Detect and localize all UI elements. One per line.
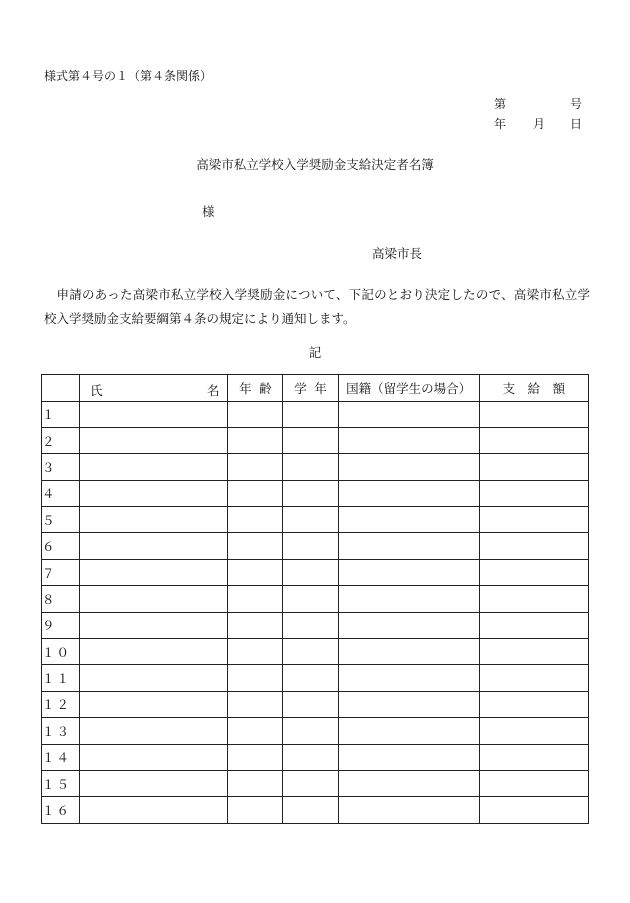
amount-cell[interactable]	[479, 797, 588, 823]
row-number: ８	[42, 586, 80, 612]
amount-cell[interactable]	[479, 559, 588, 585]
row-number: １０	[42, 639, 80, 665]
nationality-cell[interactable]	[338, 401, 479, 427]
date-year: 年	[494, 117, 507, 131]
amount-cell[interactable]	[479, 533, 588, 559]
age-cell[interactable]	[228, 480, 283, 506]
row-number: １２	[42, 691, 80, 717]
age-cell[interactable]	[228, 454, 283, 480]
number-prefix: 第	[494, 97, 507, 111]
age-cell[interactable]	[228, 533, 283, 559]
table-body	[42, 401, 589, 823]
grade-cell[interactable]	[283, 533, 338, 559]
name-cell[interactable]	[80, 427, 228, 453]
name-cell[interactable]	[80, 770, 228, 796]
grade-cell[interactable]	[283, 480, 338, 506]
header-nationality: 国籍（留学生の場合）	[338, 375, 479, 402]
table-row	[42, 744, 589, 770]
name-cell[interactable]	[80, 718, 228, 744]
recipient-table	[41, 374, 589, 824]
table-row	[42, 559, 589, 585]
name-cell[interactable]	[80, 639, 228, 665]
grade-cell[interactable]	[283, 797, 338, 823]
name-cell[interactable]	[80, 401, 228, 427]
nationality-cell[interactable]	[338, 665, 479, 691]
number-suffix: 号	[570, 97, 583, 111]
table-row	[42, 665, 589, 691]
row-number: ５	[42, 507, 80, 533]
grade-cell[interactable]	[283, 665, 338, 691]
amount-cell[interactable]	[479, 401, 588, 427]
age-cell[interactable]	[228, 744, 283, 770]
name-cell[interactable]	[80, 533, 228, 559]
name-cell[interactable]	[80, 586, 228, 612]
table-row	[42, 507, 589, 533]
row-number: ４	[42, 480, 80, 506]
age-cell[interactable]	[228, 797, 283, 823]
table-header-row	[42, 375, 589, 402]
amount-cell[interactable]	[479, 454, 588, 480]
nationality-cell[interactable]	[338, 507, 479, 533]
header-age: 年齢	[228, 375, 283, 402]
age-cell[interactable]	[228, 612, 283, 638]
amount-cell[interactable]	[479, 612, 588, 638]
name-cell[interactable]	[80, 691, 228, 717]
header-grade: 学年	[283, 375, 338, 402]
row-number: １	[42, 401, 80, 427]
name-cell[interactable]	[80, 480, 228, 506]
amount-cell[interactable]	[479, 691, 588, 717]
grade-cell[interactable]	[283, 770, 338, 796]
table-row	[42, 586, 589, 612]
table-row	[42, 533, 589, 559]
amount-cell[interactable]	[479, 744, 588, 770]
name-cell[interactable]	[80, 507, 228, 533]
grade-cell[interactable]	[283, 612, 338, 638]
header-name	[80, 375, 228, 402]
age-cell[interactable]	[228, 401, 283, 427]
notice-body	[44, 283, 590, 331]
ki-heading: 記	[308, 345, 322, 360]
nationality-cell[interactable]	[338, 770, 479, 796]
row-number: １１	[42, 665, 80, 691]
row-number: １４	[42, 744, 80, 770]
row-number: ６	[42, 533, 80, 559]
amount-cell[interactable]	[479, 507, 588, 533]
nationality-cell[interactable]	[338, 718, 479, 744]
amount-cell[interactable]	[479, 770, 588, 796]
table-row	[42, 612, 589, 638]
age-cell[interactable]	[228, 665, 283, 691]
row-number: ３	[42, 454, 80, 480]
name-cell[interactable]	[80, 744, 228, 770]
addressee-suffix: 様	[202, 204, 215, 219]
amount-cell[interactable]	[479, 665, 588, 691]
table-row	[42, 718, 589, 744]
date-day: 日	[570, 117, 583, 131]
nationality-cell[interactable]	[338, 454, 479, 480]
nationality-cell[interactable]	[338, 427, 479, 453]
age-cell[interactable]	[228, 770, 283, 796]
amount-cell[interactable]	[479, 427, 588, 453]
nationality-cell[interactable]	[338, 559, 479, 585]
table-row	[42, 454, 589, 480]
amount-cell[interactable]	[479, 639, 588, 665]
amount-cell[interactable]	[479, 718, 588, 744]
age-cell[interactable]	[228, 586, 283, 612]
name-cell[interactable]	[80, 797, 228, 823]
grade-cell[interactable]	[283, 401, 338, 427]
form-number-label: 様式第４号の１（第４条関係）	[44, 69, 213, 83]
grade-cell[interactable]	[283, 744, 338, 770]
header-amount: 支給額	[479, 375, 588, 402]
nationality-cell[interactable]	[338, 691, 479, 717]
table-row	[42, 401, 589, 427]
table-row	[42, 797, 589, 823]
table-row	[42, 480, 589, 506]
date-month: 月	[533, 117, 546, 131]
row-number: １６	[42, 797, 80, 823]
age-cell[interactable]	[228, 639, 283, 665]
name-cell[interactable]	[80, 454, 228, 480]
name-cell[interactable]	[80, 559, 228, 585]
grade-cell[interactable]	[283, 559, 338, 585]
grade-cell[interactable]	[283, 427, 338, 453]
name-cell[interactable]	[80, 665, 228, 691]
row-number: １５	[42, 770, 80, 796]
nationality-cell[interactable]	[338, 797, 479, 823]
grade-cell[interactable]	[283, 454, 338, 480]
row-number: ２	[42, 427, 80, 453]
grade-cell[interactable]	[283, 718, 338, 744]
header-name-right: 名	[206, 383, 220, 398]
table-row	[42, 691, 589, 717]
notice-body-text: 申請のあった高梁市私立学校入学奨励金について、下記のとおり決定したので、高梁市私立学校入学奨励金支給要綱第４条の規定により通知します。	[44, 287, 590, 326]
grade-cell[interactable]	[283, 639, 338, 665]
header-name-left: 氏	[90, 383, 103, 398]
document-title: 高梁市私立学校入学奨励金支給決定者名簿	[196, 157, 434, 172]
age-cell[interactable]	[228, 559, 283, 585]
table-row	[42, 639, 589, 665]
row-number: ７	[42, 559, 80, 585]
amount-cell[interactable]	[479, 586, 588, 612]
name-cell[interactable]	[80, 612, 228, 638]
age-cell[interactable]	[228, 427, 283, 453]
age-cell[interactable]	[228, 507, 283, 533]
header-number	[42, 375, 80, 402]
age-cell[interactable]	[228, 691, 283, 717]
nationality-cell[interactable]	[338, 612, 479, 638]
table-row	[42, 770, 589, 796]
grade-cell[interactable]	[283, 507, 338, 533]
nationality-cell[interactable]	[338, 533, 479, 559]
amount-cell[interactable]	[479, 480, 588, 506]
nationality-cell[interactable]	[338, 480, 479, 506]
nationality-cell[interactable]	[338, 639, 479, 665]
row-number: ９	[42, 612, 80, 638]
issuer-name: 高梁市長	[372, 246, 423, 261]
grade-cell[interactable]	[283, 691, 338, 717]
row-number: １３	[42, 718, 80, 744]
grade-cell[interactable]	[283, 586, 338, 612]
table-row	[42, 427, 589, 453]
nationality-cell[interactable]	[338, 586, 479, 612]
nationality-cell[interactable]	[338, 744, 479, 770]
age-cell[interactable]	[228, 718, 283, 744]
